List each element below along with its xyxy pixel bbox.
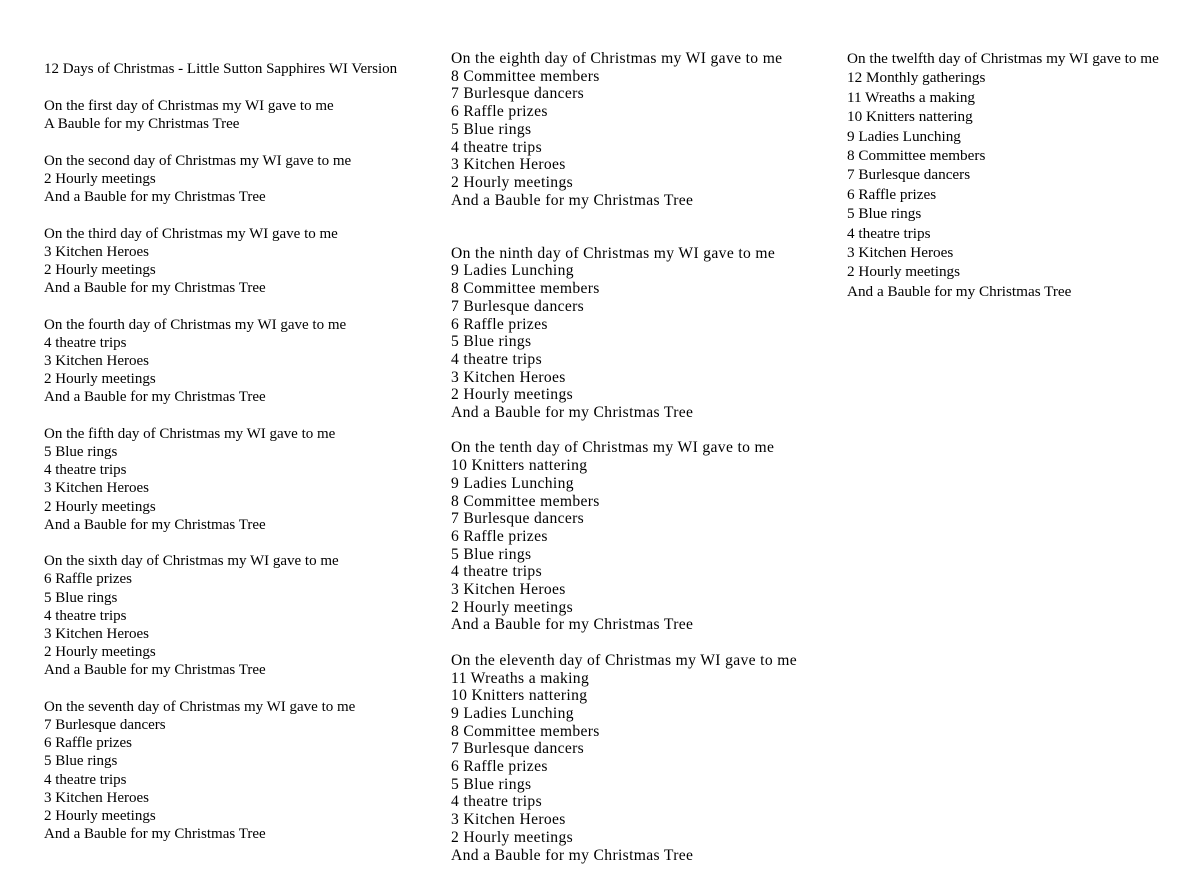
verse-line: And a Bauble for my Christmas Tree: [451, 846, 694, 864]
verse-heading: On the eighth day of Christmas my WI gave to me: [451, 50, 783, 67]
verse-heading: On the third day of Christmas my WI gave to me: [44, 225, 338, 242]
verse-line: 8 Committee members: [847, 147, 986, 165]
verse-2: [44, 152, 444, 207]
verse-line: 7 Burlesque dancers: [847, 166, 971, 184]
verse-8: [451, 50, 841, 209]
verse-line: And a Bauble for my Christmas Tree: [44, 662, 266, 679]
verse-7: [44, 698, 444, 844]
verse-12: [847, 49, 1192, 301]
verse-line: 7 Burlesque dancers: [451, 297, 585, 315]
verse-line: 10 Knitters nattering: [847, 108, 973, 126]
verse-line: 5 Blue rings: [44, 753, 118, 770]
verse-line: 3 Kitchen Heroes: [44, 626, 149, 643]
verse-line: 5 Blue rings: [44, 589, 118, 606]
verse-heading: On the fourth day of Christmas my WI gave to me: [44, 316, 347, 333]
verse-line: 6 Raffle prizes: [451, 527, 548, 545]
verse-line: And a Bauble for my Christmas Tree: [451, 404, 694, 422]
verse-line: And a Bauble for my Christmas Tree: [44, 826, 266, 843]
verse-10: [451, 439, 841, 634]
verse-heading: On the twelfth day of Christmas my WI gave to me: [847, 50, 1159, 67]
verse-line: 3 Kitchen Heroes: [451, 156, 566, 174]
verse-line: 10 Knitters nattering: [451, 457, 588, 475]
verse-line: A Bauble for my Christmas Tree: [44, 116, 240, 133]
verse-heading: On the seventh day of Christmas my WI gave to me: [44, 698, 356, 715]
verse-heading: On the fifth day of Christmas my WI gave to me: [44, 425, 336, 442]
verse-line: 6 Raffle prizes: [451, 315, 548, 333]
verse-line: 8 Committee members: [451, 722, 600, 740]
verse-line: And a Bauble for my Christmas Tree: [44, 189, 266, 206]
verse-line: And a Bauble for my Christmas Tree: [451, 191, 694, 209]
verse-line: 8 Committee members: [451, 280, 600, 298]
verse-line: 9 Ladies Lunching: [451, 474, 574, 492]
verse-line: 3 Kitchen Heroes: [451, 368, 566, 386]
verse-line: 8 Committee members: [451, 67, 600, 85]
verse-line: 3 Kitchen Heroes: [44, 480, 149, 497]
verse-line: 5 Blue rings: [451, 545, 532, 563]
verse-line: 4 theatre trips: [451, 138, 542, 156]
verse-line: 2 Hourly meetings: [44, 644, 156, 661]
verse-11: [451, 652, 841, 864]
verse-heading: On the first day of Christmas my WI gave to me: [44, 98, 334, 115]
verse-line: 11 Wreaths a making: [451, 669, 590, 687]
verse-line: 2 Hourly meetings: [451, 828, 574, 846]
verse-line: 6 Raffle prizes: [451, 103, 548, 121]
verse-line: 10 Knitters nattering: [451, 687, 588, 705]
verse-line: And a Bauble for my Christmas Tree: [44, 280, 266, 297]
verse-heading: On the sixth day of Christmas my WI gave to me: [44, 553, 339, 570]
verse-line: 9 Ladies Lunching: [847, 127, 961, 145]
verse-heading: On the ninth day of Christmas my WI gave to me: [451, 244, 776, 262]
verse-line: 3 Kitchen Heroes: [451, 811, 566, 829]
verse-line: 6 Raffle prizes: [44, 735, 133, 752]
column-1: [44, 60, 444, 843]
verse-line: 8 Committee members: [451, 492, 600, 510]
verse-heading: On the second day of Christmas my WI gave to me: [44, 152, 352, 169]
verse-line: 2 Hourly meetings: [44, 498, 156, 515]
verse-line: 6 Raffle prizes: [44, 571, 133, 588]
verse-line: 3 Kitchen Heroes: [451, 581, 566, 599]
verse-line: 4 theatre trips: [44, 771, 127, 788]
verse-3: [44, 225, 444, 298]
verse-1: [44, 97, 444, 133]
verse-line: 2 Hourly meetings: [847, 263, 961, 281]
verse-line: 9 Ladies Lunching: [451, 704, 574, 722]
verse-line: 2 Hourly meetings: [44, 371, 156, 388]
document-title: 12 Days of Christmas - Little Sutton Sapphires WI Version: [44, 61, 398, 77]
verse-line: 3 Kitchen Heroes: [44, 353, 149, 369]
verse-line: 5 Blue rings: [451, 120, 532, 138]
verse-line: 11 Wreaths a making: [847, 88, 976, 106]
verse-line: 5 Blue rings: [44, 444, 118, 460]
verse-line: 12 Monthly gatherings: [847, 69, 986, 87]
verse-line: 2 Hourly meetings: [44, 262, 156, 278]
verse-line: 2 Hourly meetings: [44, 808, 156, 825]
verse-line: 5 Blue rings: [451, 333, 532, 351]
verse-6: [44, 552, 444, 679]
verse-line: And a Bauble for my Christmas Tree: [451, 616, 694, 634]
verse-line: 2 Hourly meetings: [451, 386, 574, 404]
verse-line: 7 Burlesque dancers: [451, 740, 585, 758]
verse-line: 4 theatre trips: [44, 462, 127, 479]
verse-heading: On the eleventh day of Christmas my WI gave to me: [451, 651, 797, 669]
verse-line: And a Bauble for my Christmas Tree: [44, 389, 266, 406]
verse-line: 7 Burlesque dancers: [451, 85, 585, 103]
verse-heading: On the tenth day of Christmas my WI gave to me: [451, 439, 775, 457]
verse-line: 3 Kitchen Heroes: [847, 244, 954, 262]
verse-line: 7 Burlesque dancers: [44, 717, 166, 734]
verse-line: 5 Blue rings: [847, 205, 922, 223]
verse-4: [44, 316, 444, 407]
verse-line: 9 Ladies Lunching: [451, 262, 574, 280]
verse-line: 6 Raffle prizes: [451, 758, 548, 776]
verse-line: 4 theatre trips: [44, 607, 127, 624]
verse-line: And a Bauble for my Christmas Tree: [847, 282, 1072, 300]
verse-line: 2 Hourly meetings: [44, 171, 156, 187]
verse-line: And a Bauble for my Christmas Tree: [44, 516, 266, 533]
column-2: [451, 50, 841, 864]
verse-line: 4 theatre trips: [44, 334, 127, 351]
verse-line: 6 Raffle prizes: [847, 185, 937, 203]
spacer: [44, 78, 444, 97]
verse-5: [44, 425, 444, 534]
verse-line: 4 theatre trips: [451, 350, 542, 368]
verse-9: [451, 245, 841, 422]
verse-line: 3 Kitchen Heroes: [44, 789, 149, 806]
column-3: [847, 49, 1192, 301]
verse-line: 2 Hourly meetings: [451, 598, 574, 616]
verse-line: 5 Blue rings: [451, 775, 532, 793]
verse-line: 4 theatre trips: [847, 224, 931, 242]
verse-line: 4 theatre trips: [451, 793, 542, 811]
verse-line: 3 Kitchen Heroes: [44, 243, 149, 260]
verse-line: 7 Burlesque dancers: [451, 510, 585, 528]
verse-line: 4 theatre trips: [451, 563, 542, 581]
verse-line: 2 Hourly meetings: [451, 173, 574, 191]
